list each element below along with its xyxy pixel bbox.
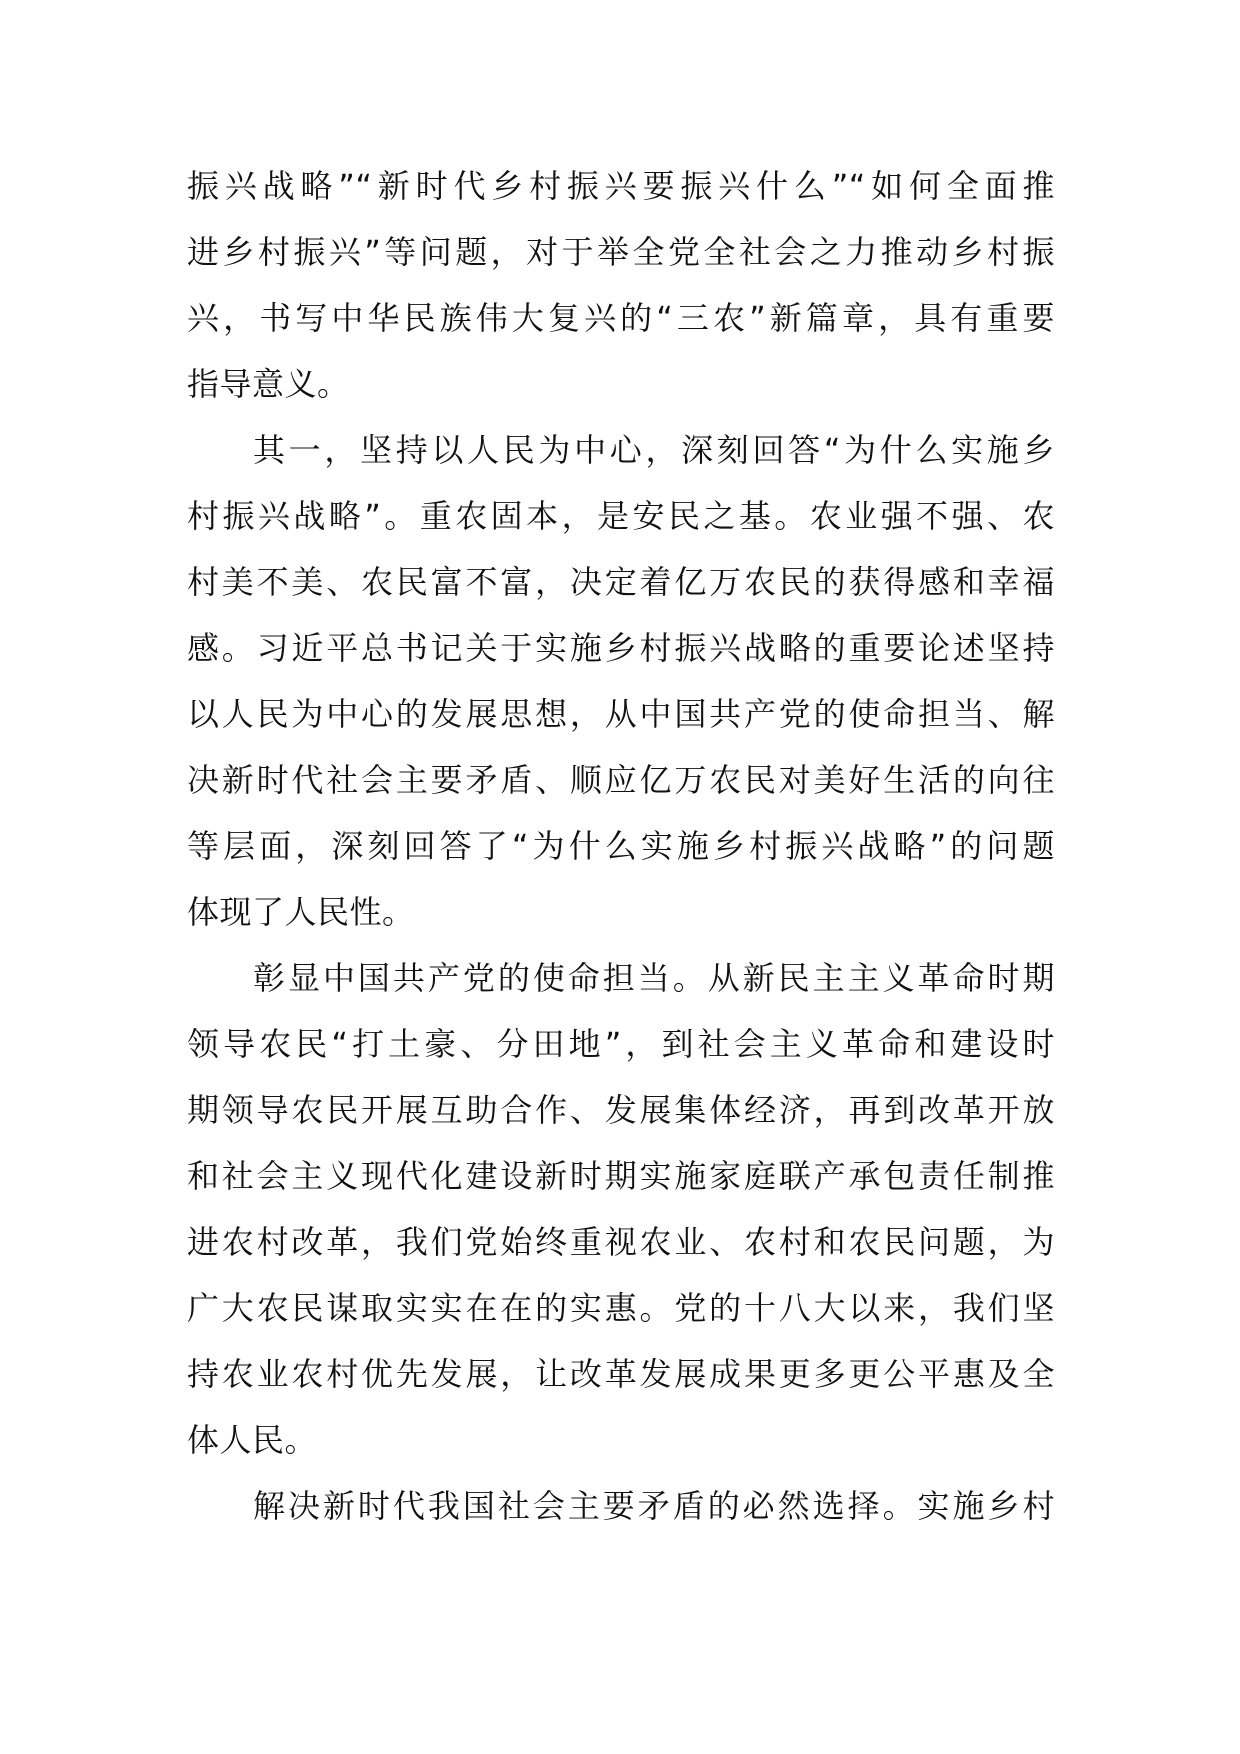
text-line: 持农业农村优先发展，让改革发展成果更多更公平惠及全 xyxy=(187,1355,1055,1393)
text-line: 进农村改革，我们党始终重视农业、农村和农民问题，为 xyxy=(187,1223,1055,1261)
text-line: 指导意义。 xyxy=(187,365,350,403)
text-line: 决新时代社会主要矛盾、顺应亿万农民对美好生活的向往 xyxy=(187,761,1055,799)
text-line: 体现了人民性。 xyxy=(187,893,415,931)
text-line: 进乡村振兴”等问题，对于举全党全社会之力推动乡村振 xyxy=(187,233,1055,271)
paragraph-3 xyxy=(187,945,1055,1473)
text-line: 感。习近平总书记关于实施乡村振兴战略的重要论述坚持 xyxy=(187,629,1055,667)
text-line: 振兴战略”“新时代乡村振兴要振兴什么”“如何全面推 xyxy=(187,167,1055,205)
paragraph-4 xyxy=(187,1473,1055,1539)
text-line: 等层面，深刻回答了“为什么实施乡村振兴战略”的问题 xyxy=(187,827,1055,865)
text-line: 广大农民谋取实实在在的实惠。党的十八大以来，我们坚 xyxy=(187,1289,1055,1327)
text-line: 村振兴战略”。重农固本，是安民之基。农业强不强、农 xyxy=(187,497,1055,535)
text-line: 彰显中国共产党的使命担当。从新民主主义革命时期 xyxy=(253,959,1055,997)
paragraph-2 xyxy=(187,417,1055,945)
document-body xyxy=(187,153,1055,1539)
text-line: 其一，坚持以人民为中心，深刻回答“为什么实施乡 xyxy=(253,431,1055,469)
text-line: 体人民。 xyxy=(187,1421,318,1459)
text-line: 解决新时代我国社会主要矛盾的必然选择。实施乡村 xyxy=(253,1487,1055,1525)
text-line: 兴，书写中华民族伟大复兴的“三农”新篇章，具有重要 xyxy=(187,299,1055,337)
text-line: 以人民为中心的发展思想，从中国共产党的使命担当、解 xyxy=(187,695,1055,733)
paragraph-1 xyxy=(187,153,1055,417)
text-line: 村美不美、农民富不富，决定着亿万农民的获得感和幸福 xyxy=(187,563,1055,601)
text-line: 和社会主义现代化建设新时期实施家庭联产承包责任制推 xyxy=(187,1157,1055,1195)
text-line: 领导农民“打土豪、分田地”，到社会主义革命和建设时 xyxy=(187,1025,1055,1063)
text-line: 期领导农民开展互助合作、发展集体经济，再到改革开放 xyxy=(187,1091,1055,1129)
